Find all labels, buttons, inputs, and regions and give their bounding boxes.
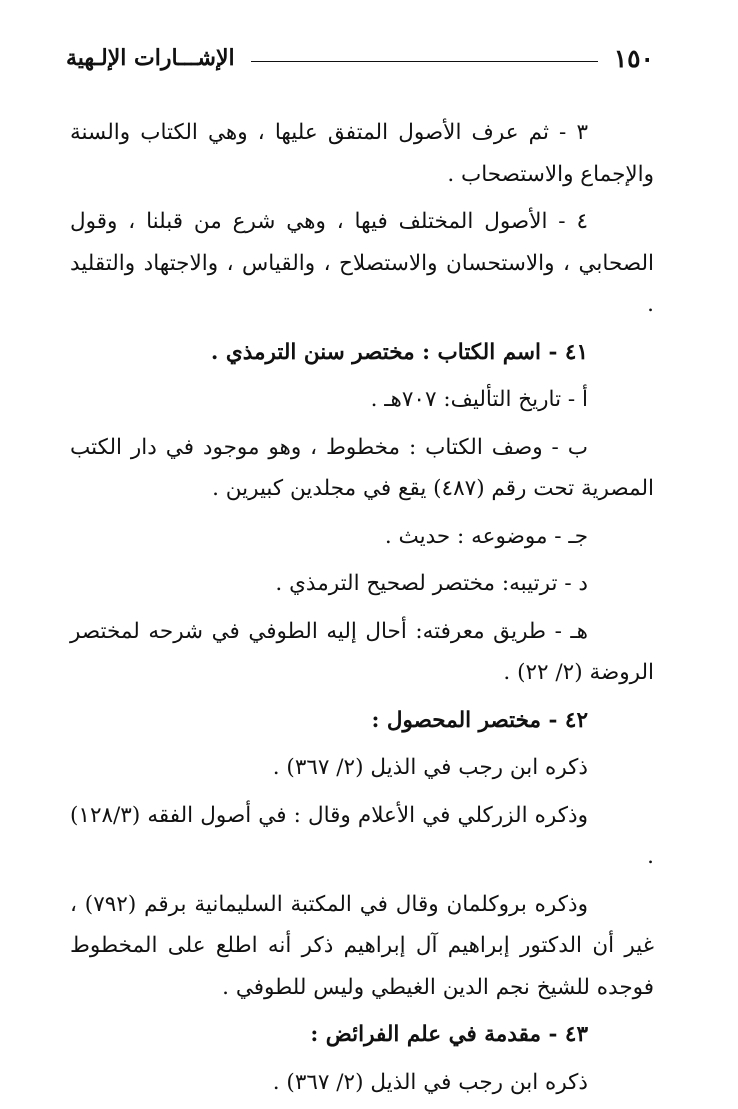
section-heading-43: ٤٣ - مقدمة في علم الفرائض : [310, 1022, 588, 1047]
running-title: الإشـــارات الإلـهية [66, 45, 235, 71]
section-heading-41: ٤١ - اسم الكتاب : مختصر سنن الترمذي . [210, 339, 588, 365]
paragraph-brockelmann-ref: وذكره بروكلمان وقال في المكتبة السليمانية برقم (٧٩٢) ، غير أن الدكتور إبراهيم آل إبراهيم ذكر أنه اطلع على المخطوط فوجده للشيخ نجم الدين الغيطي وليس للطوفي . [70, 891, 654, 1000]
paragraph-disputed-sources: ٤ - الأصول المختلف فيها ، وهي شرع من قبلنا ، وقول الصحابي ، والاستحسان والاستصلاح ، والقياس ، والاجتهاد والتقليد . [70, 209, 654, 317]
paragraph-ibn-rajab-ref-2: ذكره ابن رجب في الذيل (٢/ ٣٦٧) . [272, 1069, 588, 1095]
header-rule [251, 61, 598, 62]
paragraph-subject: جـ - موضوعه : حديث . [384, 523, 588, 549]
page-body [70, 112, 654, 1109]
section-heading-42: ٤٢ - مختصر المحصول : [371, 707, 588, 733]
paragraph-arrangement: د - ترتيبه: مختصر لصحيح الترمذي . [275, 571, 588, 596]
paragraph-zirikli-ref: وذكره الزركلي في الأعلام وقال : في أصول الفقه (١٢٨/٣) . [70, 802, 654, 869]
paragraph-agreed-sources: ٣ - ثم عرف الأصول المتفق عليها ، وهي الكتاب والسنة والإجماع والاستصحاب . [70, 120, 654, 187]
paragraph-book-description: ب - وصف الكتاب : مخطوط ، وهو موجود في دار الكتب المصرية تحت رقم (٤٨٧) يقع في مجلدين كبيرين . [70, 434, 654, 501]
paragraph-source-route: هـ - طريق معرفته: أحال إليه الطوفي في شرحه لمختصر الروضة (٢/ ٢٢) . [70, 618, 654, 685]
paragraph-authoring-date: أ - تاريخ التأليف: ٧٠٧هـ . [370, 387, 588, 412]
page-number: ١٥٠ [613, 43, 654, 73]
paragraph-ibn-rajab-ref: ذكره ابن رجب في الذيل (٢/ ٣٦٧) . [272, 755, 588, 780]
page-header [66, 38, 654, 78]
